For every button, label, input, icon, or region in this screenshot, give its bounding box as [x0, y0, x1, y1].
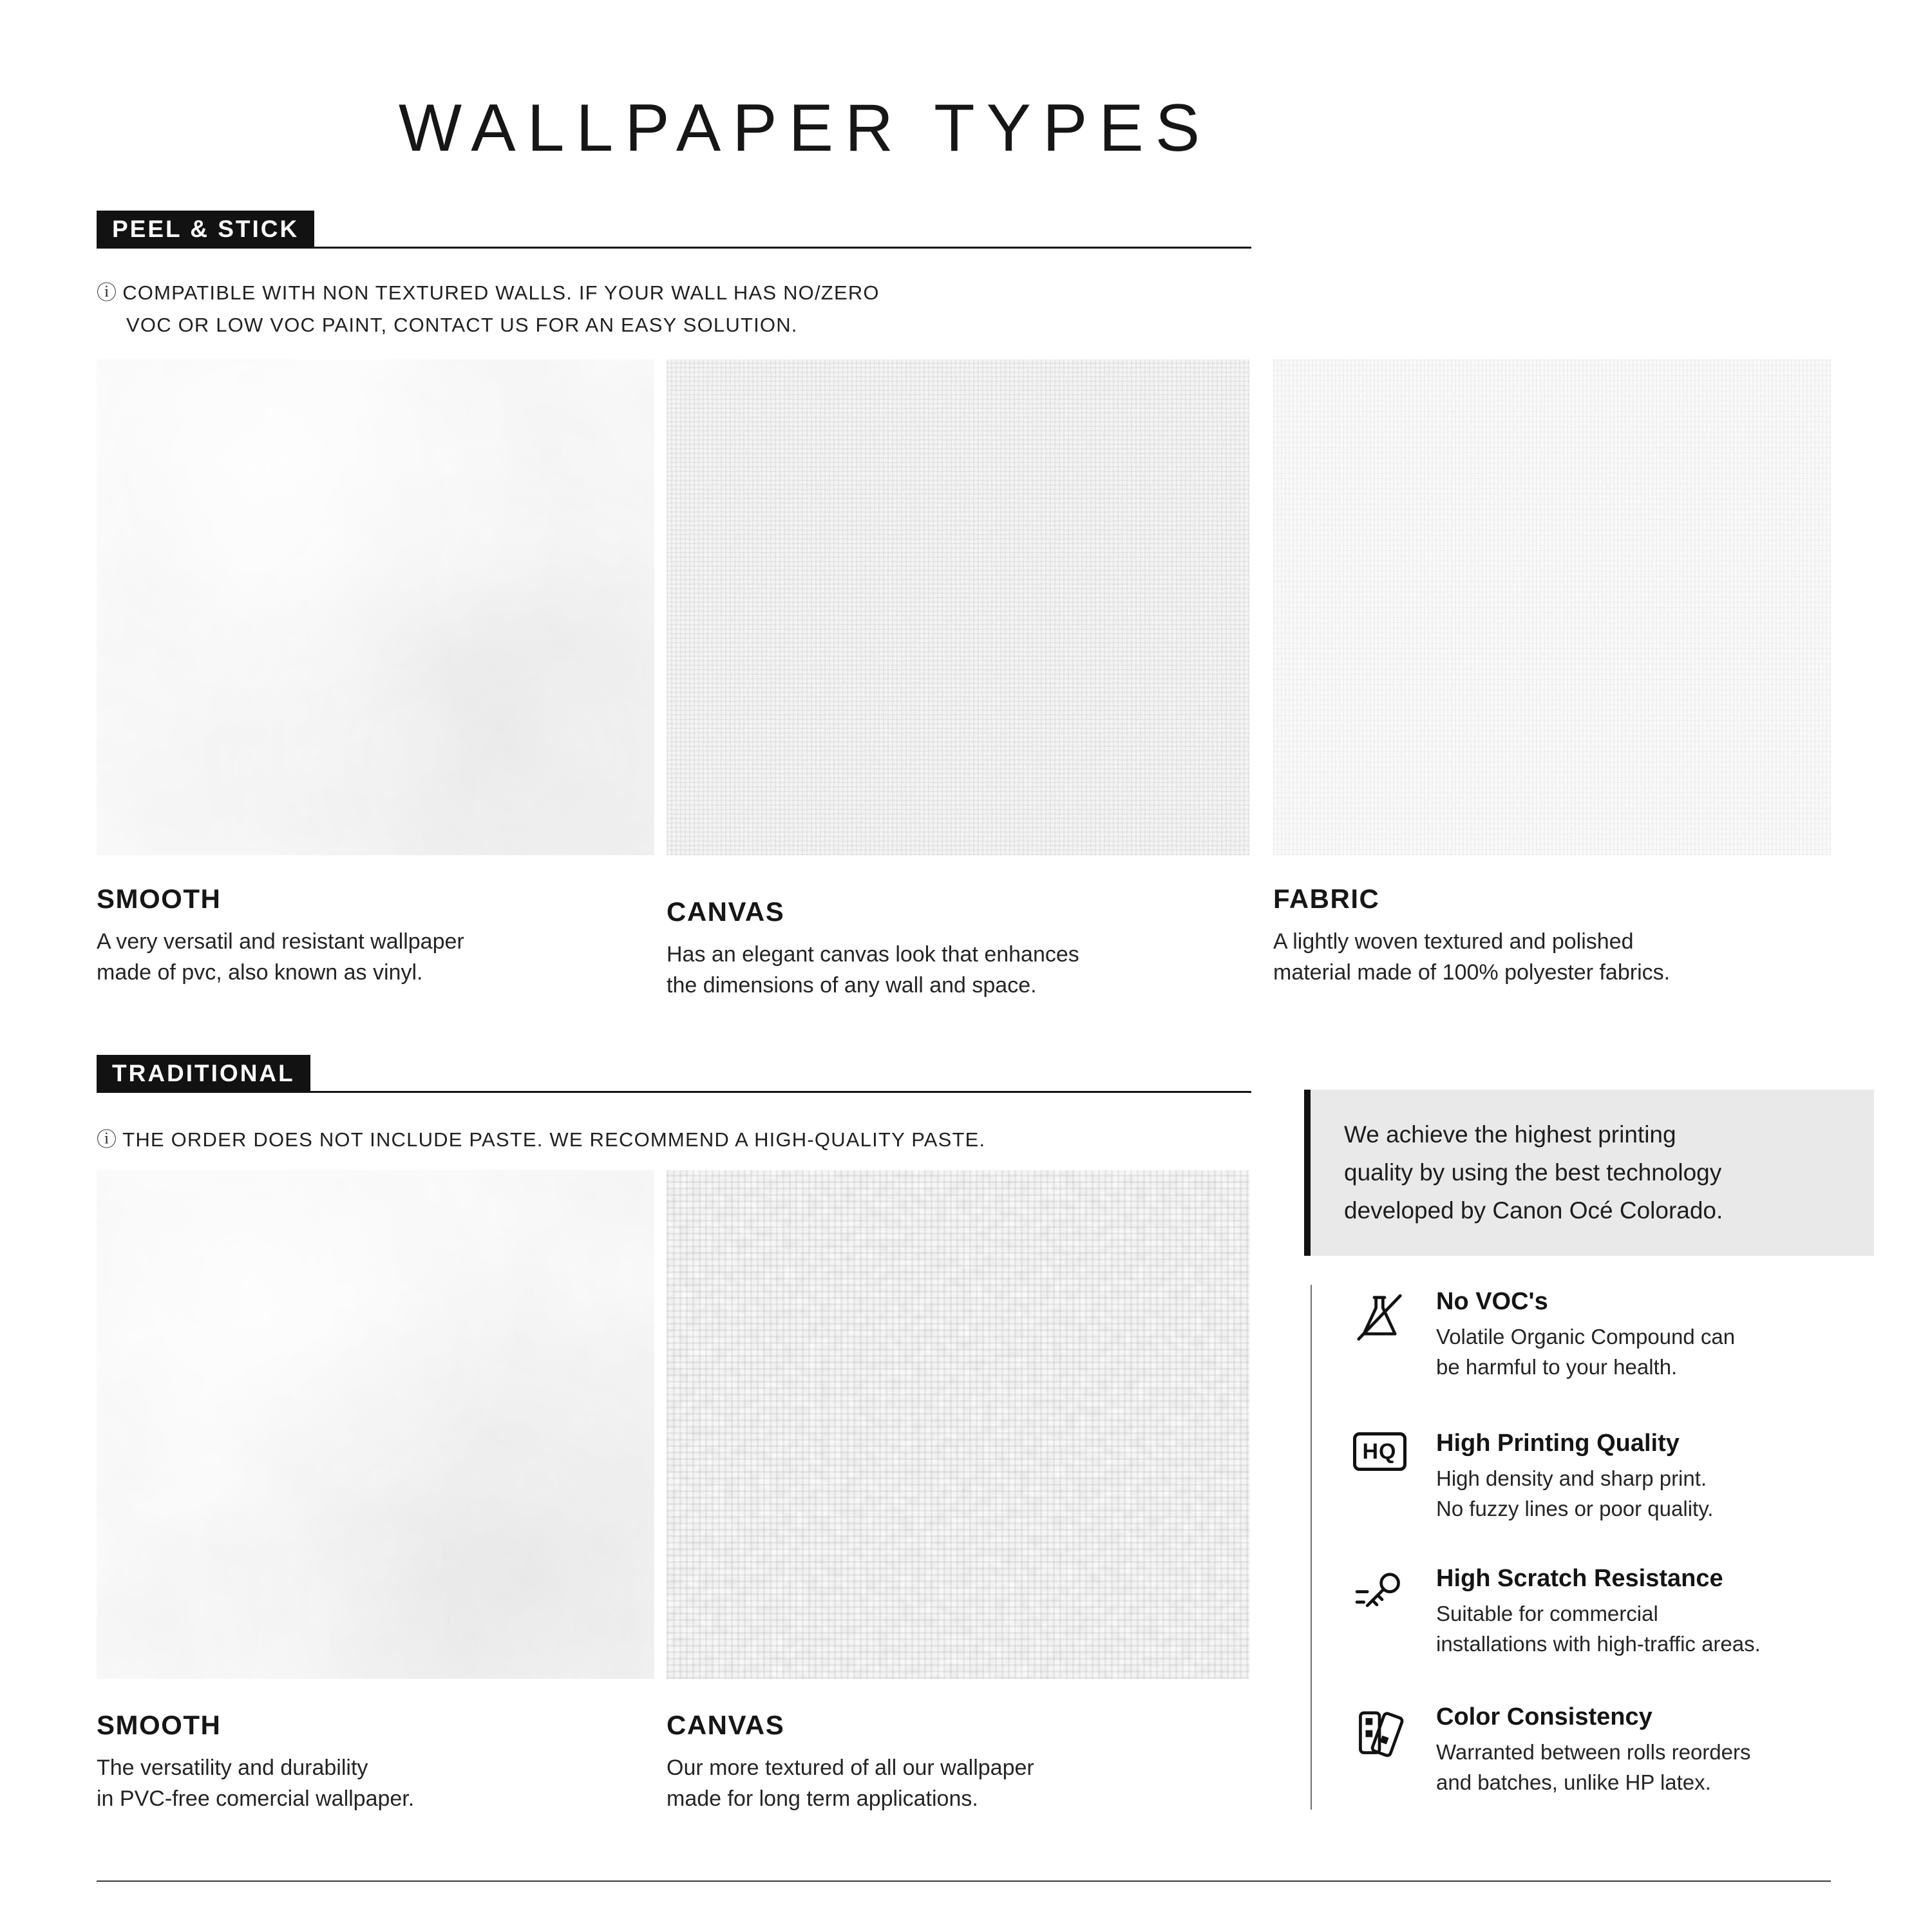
traditional-smooth-texture-image [97, 1170, 654, 1679]
feature-text [1436, 1288, 1735, 1383]
hq-badge: HQ [1353, 1432, 1406, 1471]
type-description [1273, 926, 1840, 989]
type-description [667, 939, 1240, 1001]
desc-line: made for long term applications. [667, 1786, 978, 1812]
note-line [97, 277, 880, 309]
feature-description [1436, 1738, 1751, 1798]
desc-line: the dimensions of any wall and space. [667, 973, 1037, 998]
feature-title: High Scratch Resistance [1436, 1565, 1723, 1592]
traditional-note [97, 1124, 985, 1156]
desc-line: The versatility and durability [97, 1756, 368, 1780]
divider [97, 1880, 1831, 1882]
peel-fabric-info [1273, 884, 1840, 989]
page-title: WALLPAPER TYPES [398, 91, 1212, 166]
desc-line: Volatile Organic Compound can [1436, 1325, 1736, 1349]
divider [1311, 1285, 1312, 1810]
texture-noise [667, 359, 1249, 855]
desc-line: Has an elegant canvas look that enhances [667, 942, 1079, 967]
type-description [97, 1752, 650, 1815]
callout-line: quality by using the best technology [1344, 1159, 1722, 1186]
feature-text [1436, 1703, 1751, 1798]
peel-fabric-texture-image [1273, 359, 1831, 855]
desc-line: and batches, unlike HP latex. [1436, 1770, 1711, 1794]
desc-line: be harmful to your health. [1436, 1354, 1678, 1379]
peel-stick-note [97, 277, 880, 341]
type-name: FABRIC [1273, 884, 1380, 914]
desc-line: High density and sharp print. [1436, 1466, 1707, 1490]
feature-title: No VOC's [1436, 1288, 1548, 1315]
texture-noise [97, 359, 654, 855]
note-line [97, 1124, 985, 1156]
type-description [667, 1752, 1240, 1815]
desc-line: made of pvc, also known as vinyl. [97, 960, 423, 985]
note-text: COMPATIBLE WITH NON TEXTURED WALLS. IF YOUR WALL HAS NO/ZERO [122, 281, 880, 304]
desc-line: installations with high-traffic areas. [1436, 1631, 1761, 1656]
feature-scratch-resistance [1347, 1565, 1901, 1660]
texture-noise [97, 1170, 654, 1679]
section-header-peel-stick [97, 211, 1251, 249]
feature-description [1436, 1599, 1761, 1660]
peel-stick-label: PEEL & STICK [97, 211, 314, 249]
feature-color-consistency [1347, 1703, 1901, 1798]
feature-title: Color Consistency [1436, 1703, 1653, 1730]
traditional-smooth-info [97, 1710, 650, 1815]
color-consistency-icon [1347, 1703, 1412, 1798]
texture-noise [1273, 359, 1831, 855]
desc-line: Warranted between rolls reorders [1436, 1740, 1751, 1764]
peel-canvas-info [667, 896, 1240, 1001]
peel-smooth-texture-image [97, 359, 654, 855]
peel-smooth-info [97, 884, 650, 989]
note-text: THE ORDER DOES NOT INCLUDE PASTE. WE RECOMMEND A HIGH-QUALITY PASTE. [122, 1128, 986, 1151]
divider [310, 1091, 1251, 1093]
type-name: CANVAS [667, 1710, 785, 1740]
feature-description [1436, 1464, 1713, 1524]
desc-line: No fuzzy lines or poor quality. [1436, 1496, 1714, 1520]
note-text: VOC OR LOW VOC PAINT, CONTACT US FOR AN EASY SOLUTION. [126, 313, 798, 336]
traditional-canvas-texture-image [667, 1170, 1249, 1679]
callout-line: developed by Canon Océ Colorado. [1344, 1197, 1723, 1224]
feature-title: High Printing Quality [1436, 1430, 1680, 1457]
desc-line: A very versatil and resistant wallpaper [97, 929, 464, 954]
feature-high-printing-quality [1347, 1430, 1901, 1524]
desc-line: in PVC-free comercial wallpaper. [97, 1786, 415, 1812]
peel-canvas-texture-image [667, 359, 1249, 855]
traditional-label: TRADITIONAL [97, 1055, 310, 1093]
info-icon: ⓘ [97, 281, 118, 304]
feature-description [1436, 1322, 1735, 1383]
texture-noise [667, 1170, 1249, 1679]
printing-quality-callout [1304, 1090, 1874, 1256]
type-description [97, 926, 650, 989]
callout-line: We achieve the highest printing [1344, 1121, 1676, 1148]
section-header-traditional [97, 1055, 1251, 1093]
desc-line: A lightly woven textured and polished [1273, 929, 1634, 954]
info-icon: ⓘ [97, 1128, 118, 1151]
scratch-resistance-icon [1347, 1565, 1412, 1660]
feature-text [1436, 1430, 1713, 1524]
traditional-canvas-info [667, 1710, 1240, 1815]
feature-text [1436, 1565, 1761, 1660]
no-voc-icon [1347, 1288, 1412, 1383]
desc-line: Suitable for commercial [1436, 1602, 1658, 1625]
desc-line: material made of 100% polyester fabrics. [1273, 960, 1671, 985]
divider [314, 247, 1251, 249]
type-name: SMOOTH [97, 884, 222, 914]
desc-line: Our more textured of all our wallpaper [667, 1756, 1034, 1780]
hq-icon [1347, 1430, 1412, 1524]
type-name: SMOOTH [97, 1710, 222, 1740]
feature-no-voc [1347, 1288, 1901, 1383]
type-name: CANVAS [667, 896, 785, 927]
